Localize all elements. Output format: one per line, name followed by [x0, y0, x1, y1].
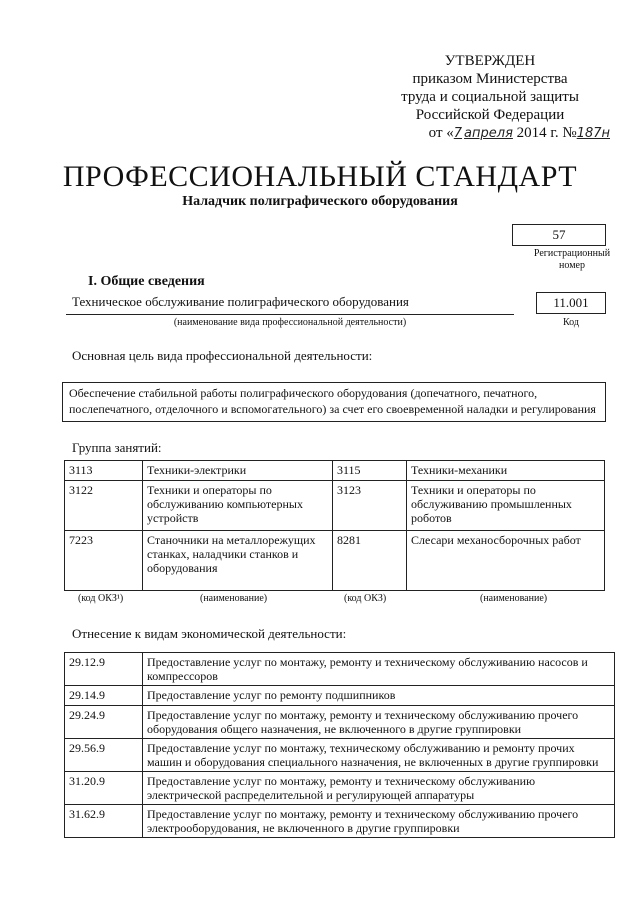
- code-label: Код: [563, 317, 579, 328]
- handwritten-number: 187н: [576, 126, 610, 141]
- goal-heading: Основная цель вида профессиональной деятельности:: [72, 348, 373, 363]
- okved-code: 31.62.9: [65, 805, 143, 838]
- okved-code: 29.12.9: [65, 653, 143, 686]
- approval-line: Российской Федерации: [415, 107, 565, 123]
- approval-block: [360, 52, 620, 143]
- caption-okz-code: (код ОКЗ): [344, 593, 387, 604]
- okved-code: 31.20.9: [65, 772, 143, 805]
- registration-number-box: [512, 224, 606, 246]
- table-row: [65, 531, 605, 591]
- okz-code: 3123: [333, 481, 407, 531]
- table-row: [65, 805, 615, 838]
- registration-label: Регистрационный номер: [533, 248, 611, 271]
- okz-code: 8281: [333, 531, 407, 591]
- table-row: [65, 706, 615, 739]
- activity-caption: (наименование вида профессиональной деятельности): [173, 317, 407, 328]
- caption-name: (наименование): [200, 593, 268, 604]
- table-row: [65, 653, 615, 686]
- code-box: [536, 292, 606, 314]
- table-row: [65, 686, 615, 706]
- okved-name: Предоставление услуг по монтажу, ремонту и техническому обслуживанию насосов и компрессоров: [143, 653, 615, 686]
- economic-table: [64, 652, 615, 838]
- registration-number: 57: [552, 227, 566, 242]
- activity-type: Техническое обслуживание полиграфического оборудования: [72, 294, 409, 309]
- table-row: [65, 461, 605, 481]
- okved-name: Предоставление услуг по монтажу, техническому обслуживанию и ремонту прочих машин и оборудования специального назначения, не включенных в другие группировки: [143, 739, 615, 772]
- approval-date-line: [360, 124, 620, 143]
- okz-code: 7223: [65, 531, 143, 591]
- occupation-name: Техники-механики: [407, 461, 605, 481]
- activity-code: 11.001: [553, 295, 589, 310]
- goal-box: [62, 382, 606, 422]
- section-heading: I. Общие сведения: [88, 274, 205, 289]
- activity-underline: [66, 314, 514, 315]
- table-row: [65, 481, 605, 531]
- occupations-table: [64, 460, 605, 591]
- okved-code: 29.14.9: [65, 686, 143, 706]
- date-year: 2014 г. №: [516, 125, 577, 141]
- economic-heading: Отнесение к видам экономической деятельности:: [72, 626, 347, 641]
- okved-name: Предоставление услуг по монтажу, ремонту и техническому обслуживанию прочего оборудования общего назначения, не включенного в другие группировки: [143, 706, 615, 739]
- okved-name: Предоставление услуг по ремонту подшипников: [143, 686, 615, 706]
- document-title: ПРОФЕССИОНАЛЬНЫЙ СТАНДАРТ: [62, 160, 578, 193]
- okz-code: 3122: [65, 481, 143, 531]
- occupations-heading: Группа занятий:: [72, 440, 162, 455]
- document-subtitle: Наладчик полиграфического оборудования: [182, 194, 458, 209]
- occupation-name: Станочники на металлорежущих станках, наладчики станков и оборудования: [143, 531, 333, 591]
- okved-name: Предоставление услуг по монтажу, ремонту и техническому обслуживанию прочего электрооборудования, не включенного в другие группировки: [143, 805, 615, 838]
- occupation-name: Слесари механосборочных работ: [407, 531, 605, 591]
- approval-line: приказом Министерства: [412, 71, 568, 87]
- okz-code: 3113: [65, 461, 143, 481]
- caption-name: (наименование): [480, 593, 548, 604]
- approval-line: УТВЕРЖДЕН: [444, 53, 536, 69]
- occupation-name: Техники и операторы по обслуживанию промышленных роботов: [407, 481, 605, 531]
- okved-code: 29.56.9: [65, 739, 143, 772]
- approval-line: труда и социальной защиты: [401, 89, 579, 105]
- occupation-name: Техники и операторы по обслуживанию компьютерных устройств: [143, 481, 333, 531]
- goal-text: Обеспечение стабильной работы полиграфического оборудования (допечатного, печатного, послепечатного, отделочного и вспомогательного) за счет его своевременной наладки и регулирования: [69, 386, 596, 416]
- okz-code: 3115: [333, 461, 407, 481]
- date-prefix: от «: [428, 125, 454, 141]
- handwritten-day: 7: [453, 126, 463, 141]
- okved-name: Предоставление услуг по монтажу, ремонту и техническому обслуживанию электрической распределительной и регулирующей аппаратуры: [143, 772, 615, 805]
- handwritten-month: апреля: [464, 126, 513, 141]
- occupation-name: Техники-электрики: [143, 461, 333, 481]
- table-row: [65, 772, 615, 805]
- caption-okz-code: (код ОКЗ¹): [78, 593, 124, 604]
- okved-code: 29.24.9: [65, 706, 143, 739]
- table-row: [65, 739, 615, 772]
